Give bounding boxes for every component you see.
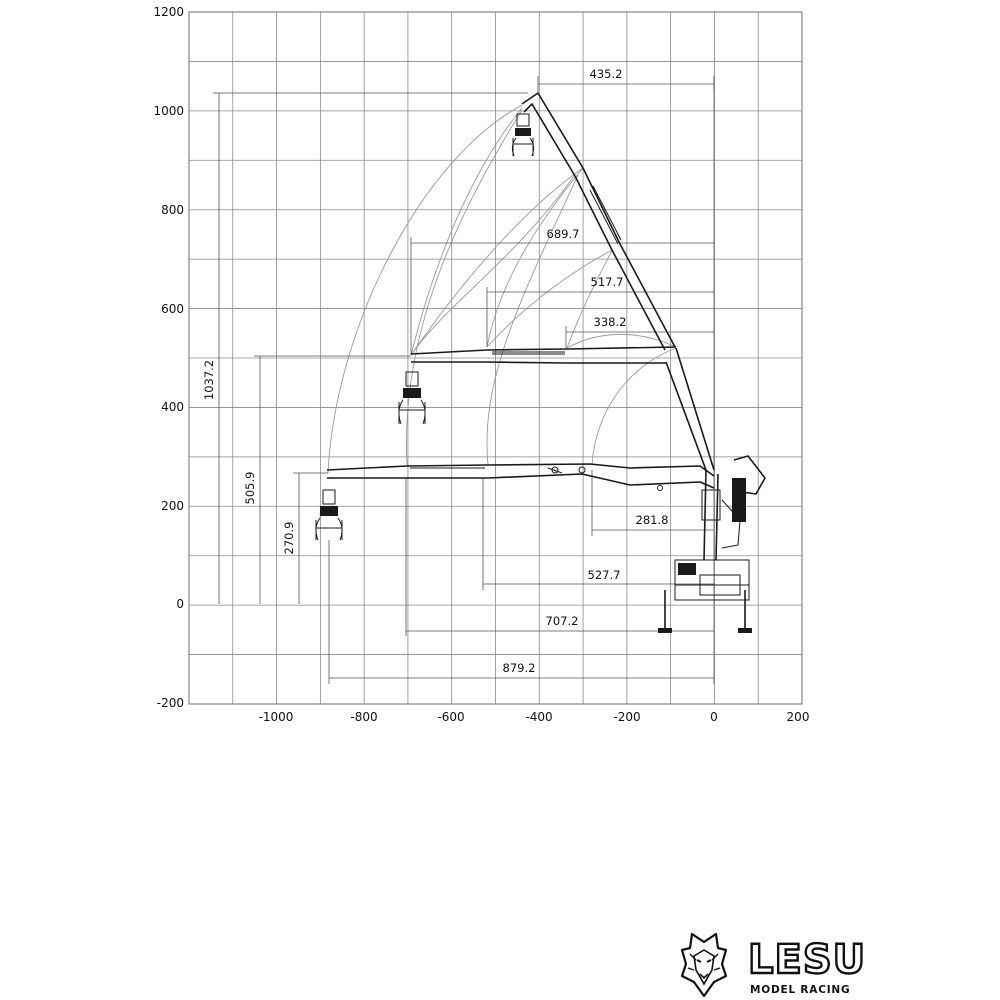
y-tick-label: -200: [156, 696, 184, 710]
crane-boom-lowered: [327, 464, 714, 491]
x-tick-label: 200: [786, 710, 810, 724]
brand-tagline: MODEL RACING: [750, 984, 851, 996]
dimension-label: 517.7: [590, 275, 624, 289]
dimension-label: 527.7: [587, 568, 621, 582]
dimension-label: 879.2: [502, 661, 536, 675]
grapple-mid: [399, 372, 425, 424]
y-tick-label: 600: [161, 302, 184, 316]
y-tick-label: 800: [161, 203, 184, 217]
dimension-label: 707.2: [545, 614, 579, 628]
brand-name: LESU: [748, 937, 867, 983]
x-tick-label: 0: [710, 710, 718, 724]
dimension-lines: [213, 76, 714, 684]
x-tick-label: -1000: [258, 710, 294, 724]
dimension-label: 689.7: [546, 227, 580, 241]
x-tick-label: -200: [613, 710, 641, 724]
y-tick-label: 200: [161, 499, 184, 513]
y-tick-label: 1000: [153, 104, 184, 118]
x-axis-tick-labels: [259, 710, 810, 724]
x-tick-label: -800: [350, 710, 378, 724]
grapple-low: [316, 490, 342, 540]
y-axis-tick-labels: [153, 5, 184, 710]
y-tick-label: 400: [161, 400, 184, 414]
x-tick-label: -600: [437, 710, 465, 724]
y-tick-label: 1200: [153, 5, 184, 19]
dimension-label: 1037.2: [202, 359, 216, 401]
dimension-label: 281.8: [635, 513, 669, 527]
dimension-label: 338.2: [593, 315, 627, 329]
dimension-label: 505.9: [243, 471, 257, 505]
lion-head-icon: [682, 934, 726, 996]
dimension-label: 270.9: [282, 521, 296, 555]
dimension-label: 435.2: [589, 67, 623, 81]
x-tick-label: -400: [525, 710, 553, 724]
crane-boom-mid: [411, 347, 676, 363]
y-tick-label: 0: [176, 597, 184, 611]
